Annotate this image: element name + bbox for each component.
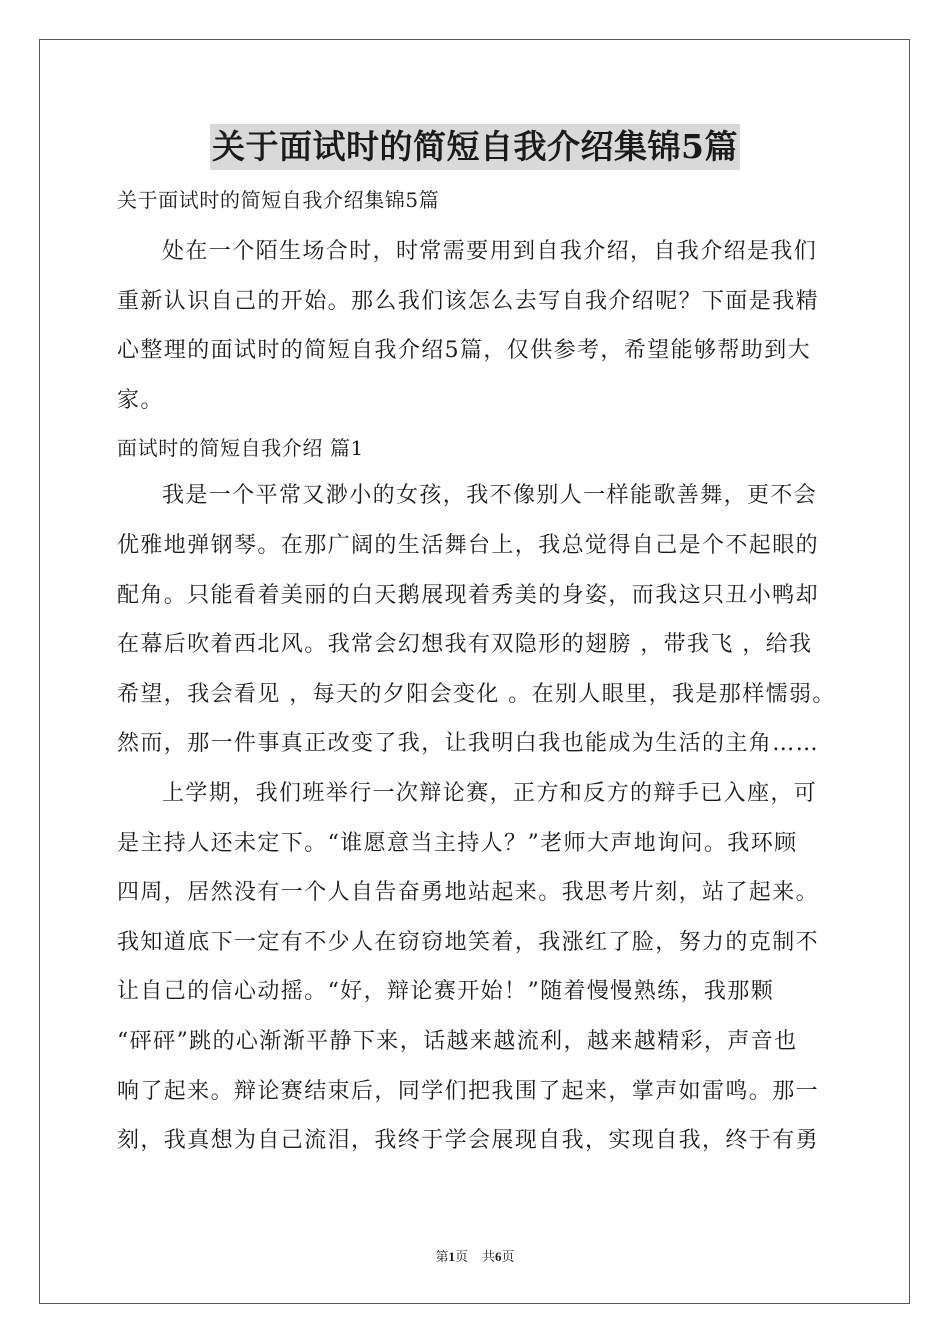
text-line: 上学期，我们班举行一次辩论赛，正方和反方的辩手已入座，可	[162, 780, 818, 806]
text-line: 刻，我真想为自己流泪，我终于学会展现自我，实现自我，终于有勇	[117, 1128, 820, 1154]
document-subtitle: 关于面试时的简短自我介绍集锦5篇	[117, 188, 440, 212]
total-suffix: 页	[501, 1249, 515, 1264]
text-line: 在幕后吹着西北风。我常会幻想我有双隐形的翅膀 ，带我飞 ，给我	[117, 632, 813, 658]
document-body	[117, 182, 837, 1166]
paragraph-2	[117, 769, 837, 1166]
paragraph-1	[117, 471, 837, 769]
title-container	[0, 124, 950, 170]
text-line: 家。	[117, 387, 164, 413]
current-page-number: 1	[448, 1249, 455, 1264]
text-line: “砰砰”跳的心渐渐平静下来，话越来越流利，越来越精彩，声音也	[117, 1028, 798, 1054]
text-line: 四周，居然没有一个人自告奋勇地站起来。我思考片刻，站了起来。	[117, 880, 820, 906]
intro-paragraph	[117, 227, 837, 425]
text-line: 我是一个平常又渺小的女孩，我不像别人一样能歌善舞，更不会	[162, 483, 818, 509]
text-line: 我知道底下一定有不少人在窃窃地笑着，我涨红了脸，努力的克制不	[117, 929, 820, 955]
section-heading: 面试时的简短自我介绍 篇1	[117, 436, 364, 461]
text-line: 响了起来。辩论赛结束后，同学们把我围了起来，掌声如雷鸣。那一	[117, 1078, 820, 1104]
text-line: 心整理的面试时的简短自我介绍5篇，仅供参考，希望能够帮助到大	[117, 338, 811, 364]
text-line: 是主持人还未定下。“谁愿意当主持人？”老师大声地询问。我环顾	[117, 830, 798, 856]
total-pages-number: 6	[495, 1249, 502, 1264]
text-line: 希望，我会看见 ，每天的夕阳会变化 。在别人眼里，我是那样懦弱。	[117, 681, 836, 707]
text-line: 优雅地弹钢琴。在那广阔的生活舞台上，我总觉得自己是个不起眼的	[117, 532, 820, 558]
page-suffix: 页	[454, 1249, 468, 1264]
text-line: 然而，那一件事真正改变了我，让我明白我也能成为生活的主角……	[117, 731, 820, 757]
text-line: 重新认识自己的开始。那么我们该怎么去写自我介绍呢？下面是我精	[117, 288, 820, 314]
text-line: 配角。只能看着美丽的白天鹅展现着秀美的身姿，而我这只丑小鸭却	[117, 582, 820, 608]
total-prefix: 共	[482, 1249, 496, 1264]
document-title: 关于面试时的简短自我介绍集锦5篇	[210, 124, 740, 170]
page-footer	[0, 1246, 950, 1265]
text-line: 让自己的信心动摇。“好，辩论赛开始！”随着慢慢熟练，我那颗	[117, 979, 775, 1005]
text-line: 处在一个陌生场合时，时常需要用到自我介绍，自我介绍是我们	[162, 239, 818, 264]
page-prefix: 第	[435, 1249, 449, 1264]
